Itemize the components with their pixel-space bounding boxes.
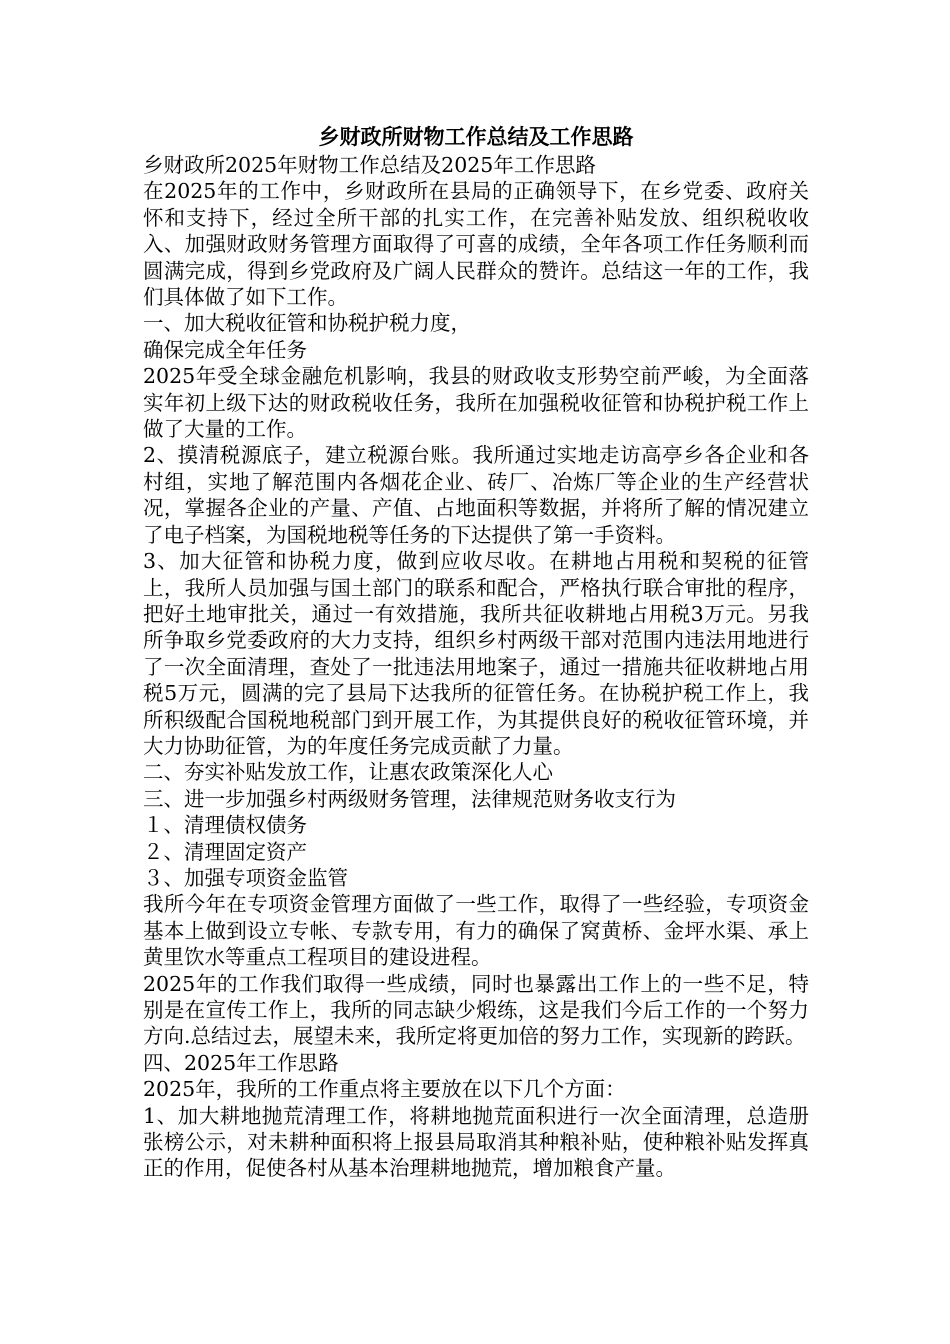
list-item-3: ３、加强专项资金监管 [143, 865, 348, 890]
paragraph-summary: 2025年的工作我们取得一些成绩，同时也暴露出工作上的一些不足，特别是在宣传工作上，我所的同志缺少煅练，这是我们今后工作的一个努力方向.总结过去，展望未来，我所定将更加倍的努力工作，实现新的跨跃。 [143, 971, 809, 1049]
list-item-1: １、清理债权债务 [143, 813, 307, 838]
document-title: 乡财政所财物工作总结及工作思路 [318, 125, 634, 149]
paragraph-subtitle: 乡财政所2025年财物工作总结及2025年工作思路 [143, 153, 596, 177]
paragraph-section-1: 2025年受全球金融危机影响，我县的财政收支形势空前严峻，为全面落实年初上级下达的财政税收任务，我所在加强税收征管和协税护税工作上做了大量的工作。 [143, 364, 809, 442]
paragraph-plan-intro: 2025年，我所的工作重点将主要放在以下几个方面： [143, 1077, 626, 1102]
paragraph-item-3: 3、加大征管和协税力度，做到应收尽收。在耕地占用税和契税的征管上，我所人员加强与国土部门的联系和配合，严格执行联合审批的程序，把好土地审批关，通过一有效措施，我所共征收耕地占用税3万元。另我所争取乡党委政府的大力支持，组织乡村两级干部对范围内违法用地进行了一次全面清理，查处了一批违法用地案子，通过一措施共征收耕地占用税5万元，圆满的完了县局下达我所的征管任务。在协税护税工作上，我所积级配合国税地税部门到开展工作，为其提供良好的税收征管环境，并大力协助征管，为的年度任务完成贡献了力量。 [143, 549, 809, 758]
heading-section-2: 二、夯实补贴发放工作，让惠农政策深化人心 [143, 760, 553, 785]
paragraph-plan-item-1: 1、加大耕地抛荒清理工作，将耕地抛荒面积进行一次全面清理，总造册张榜公示，对未耕种面积将上报县局取消其种粮补贴，使种粮补贴发挥真正的作用，促使各村从基本治理耕地抛荒，增加粮食产量。 [143, 1103, 809, 1181]
document-page [143, 118, 809, 1182]
paragraph-item-2: 2、摸清税源底子，建立税源台账。我所通过实地走访高亭乡各企业和各村组，实地了解范围内各烟花企业、砖厂、冶炼厂等企业的生产经营状况，掌握各企业的产量、产值、占地面积等数据，并将所了解的情况建立了电子档案，为国税地税等任务的下达提供了第一手资料。 [143, 443, 809, 547]
heading-section-4: 四、2025年工作思路 [143, 1050, 339, 1075]
heading-section-1-cont: 确保完成全年任务 [143, 337, 307, 362]
paragraph-special-funds: 我所今年在专项资金管理方面做了一些工作，取得了一些经验，专项资金基本上做到设立专帐、专款专用，有力的确保了窝黄桥、金坪水渠、承上黄里饮水等重点工程项目的建设进程。 [143, 892, 809, 970]
paragraph-intro: 在2025年的工作中，乡财政所在县局的正确领导下，在乡党委、政府关怀和支持下，经过全所干部的扎实工作，在完善补贴发放、组织税收收入、加强财政财务管理方面取得了可喜的成绩，全年各项工作任务顺利而圆满完成，得到乡党政府及广阔人民群众的赞许。总结这一年的工作，我们具体做了如下工作。 [143, 179, 809, 310]
list-item-2: ２、清理固定资产 [143, 839, 307, 864]
heading-section-3: 三、进一步加强乡村两级财务管理，法律规范财务收支行为 [143, 786, 676, 811]
heading-section-1: 一、加大税收征管和协税护税力度， [143, 311, 471, 336]
